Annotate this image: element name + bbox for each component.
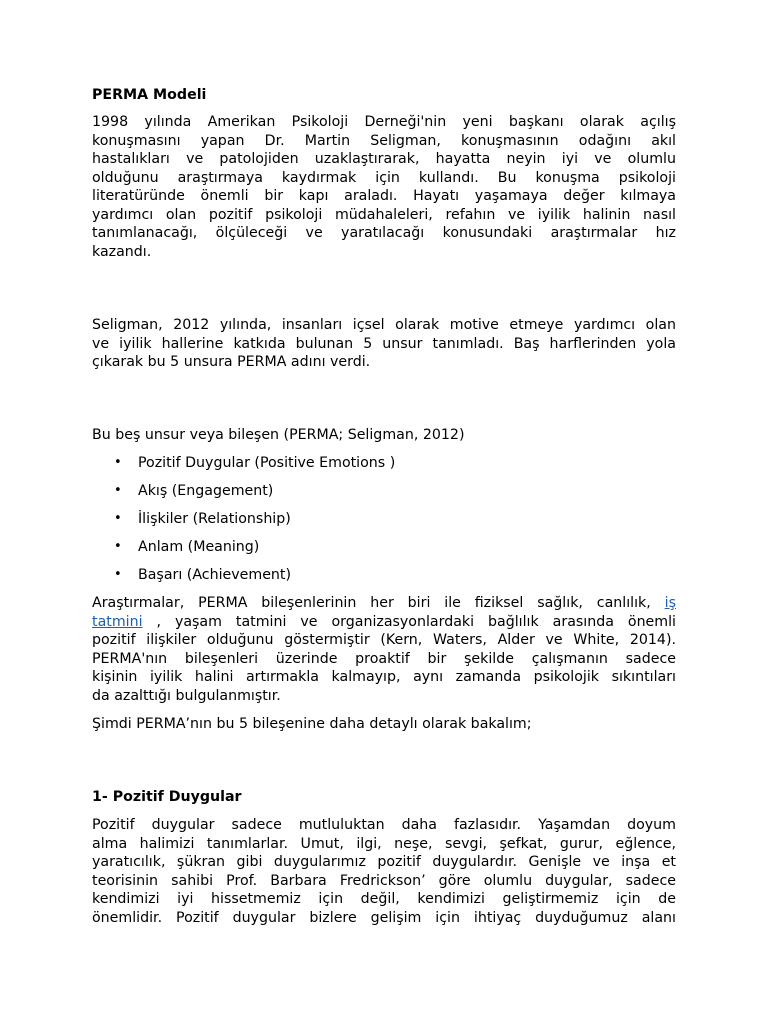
research-line [92, 594, 676, 613]
transition-text: Şimdi PERMA’nın bu 5 bileşenine daha detaylı olarak bakalım; [92, 716, 532, 732]
intro-line: kazandı. [92, 243, 152, 260]
research-paragraph [92, 594, 676, 705]
section1-line: kendimizi iyi hissetmemiz için değil, kendimizi geliştirmemiz için de [92, 891, 676, 907]
list-item-text: Akış (Engagement) [138, 483, 274, 499]
seligman-line: ve iyilik hallerine katkıda bulunan 5 unsur tanımladı. Baş harflerinden yola [92, 335, 676, 352]
bullet-icon: • [114, 483, 122, 498]
intro-line: konuşmasını yapan Dr. Martin Seligman, konuşmasının odağını akıl [92, 132, 676, 149]
intro-line: yardımcı olan pozitif psikoloji müdahaleleri, refahın ve iyilik halinin nasıl [92, 206, 676, 223]
research-line: kişinin iyilik halini artırmakla kalmayıp, aynı zamanda psikolojik sıkıntıları [92, 669, 676, 685]
section1-line: alma halimizi tanımlarlar. Umut, ilgi, neşe, sevgi, şefkat, gurur, eğlence, [92, 835, 676, 852]
research-line: pozitif ilişkiler olduğunu göstermiştir (Kern, Waters, Alder ve White, 2014). [92, 632, 676, 648]
page-title: PERMA Modeli [92, 87, 207, 103]
section1-paragraph [92, 816, 676, 927]
intro-line: literatüründe önemli bir kapı araladı. Hayatı yaşamaya değer kılmaya [92, 188, 676, 204]
seligman-paragraph [92, 316, 676, 372]
bullet-icon: • [114, 511, 122, 526]
section1-line: önemlidir. Pozitif duygular bizlere gelişim için ihtiyaç duyduğumuz alanı [92, 909, 676, 926]
list-item-text: Başarı (Achievement) [138, 567, 292, 583]
bullet-icon: • [114, 455, 122, 470]
job-satisfaction-link[interactable]: tatmini [92, 613, 143, 630]
list-item-text: Pozitif Duygular (Positive Emotions ) [138, 455, 396, 471]
section1-line: Pozitif duygular sadece mutluluktan daha fazlasıdır. Yaşamdan doyum [92, 817, 676, 833]
research-text: , yaşam tatmini ve organizasyonlardaki bağlılık arasında önemli [142, 613, 676, 630]
list-item-text: Anlam (Meaning) [138, 539, 260, 555]
intro-paragraph [92, 113, 676, 261]
list-intro: Bu beş unsur veya bileşen (PERMA; Seligman, 2012) [92, 427, 465, 443]
research-line: da azalttığı bulgulanmıştır. [92, 687, 281, 704]
bullet-icon: • [114, 567, 122, 582]
research-line: PERMA'nın bileşenleri üzerinde proaktif bir şekilde çalışmanın sadece [92, 650, 676, 667]
job-satisfaction-link[interactable]: iş [664, 595, 676, 611]
intro-line: 1998 yılında Amerikan Psikoloji Derneği'nin yeni başkanı olarak açılış [92, 114, 676, 130]
section1-line: teorisinin sahibi Prof. Barbara Fredrickson’ göre olumlu duygular, sadece [92, 872, 676, 889]
bullet-icon: • [114, 539, 122, 554]
intro-line: hastalıkları ve patolojiden uzaklaştırarak, hayatta neyin iyi ve olumlu [92, 151, 676, 167]
section1-line: yaratıcılık, şükran gibi duygularımız pozitif duygulardır. Genişle ve inşa et [92, 854, 676, 870]
research-text: Araştırmalar, PERMA bileşenlerinin her biri ile fiziksel sağlık, canlılık, [92, 595, 651, 611]
research-line [92, 613, 676, 632]
intro-line: olduğunu araştırmaya kaydırmak için kullandı. Bu konuşma psikoloji [92, 169, 676, 186]
seligman-line: çıkarak bu 5 unsura PERMA adını verdi. [92, 354, 371, 370]
list-item-text: İlişkiler (Relationship) [138, 511, 291, 527]
section-heading: 1- Pozitif Duygular [92, 789, 242, 805]
intro-line: tanımlanacağı, ölçüleceği ve yaratılacağı konusundaki araştırmalar hız [92, 225, 676, 241]
seligman-line: Seligman, 2012 yılında, insanları içsel olarak motive etmeye yardımcı olan [92, 317, 676, 333]
